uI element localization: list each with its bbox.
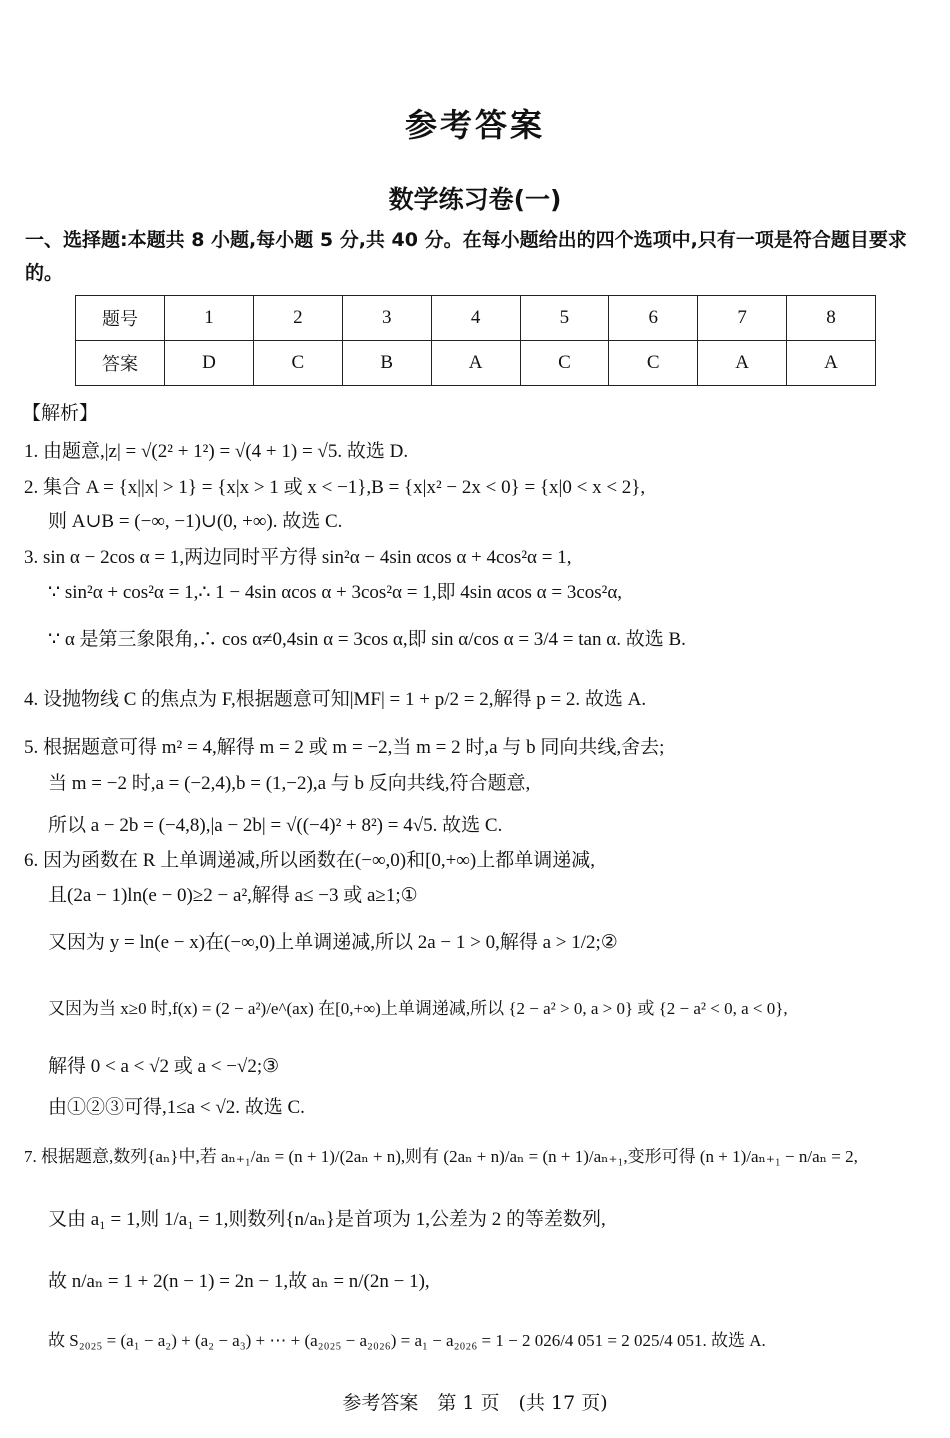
solution-2-line-2: 则 A∪B = (−∞, −1)∪(0, +∞). 故选 C. — [48, 511, 343, 532]
answer-cell: D — [165, 341, 254, 386]
solution-7-line-3: 故 n/aₙ = 1 + 2(n − 1) = 2n − 1,故 aₙ = n/(2n − 1), — [48, 1271, 430, 1292]
solution-6-line-3: 又因为 y = ln(e − x)在(−∞,0)上单调递减,所以 2a − 1 > 0,解得 a > 1/2;② — [48, 932, 618, 953]
answer-cell: A — [698, 341, 787, 386]
question-number: 7 — [698, 296, 787, 341]
solution-7-line-4: 故 S₂₀₂₅ = (a₁ − a₂) + (a₂ − a₃) + ⋯ + (a₂₀₂₅ − a₂₀₂₆) = a₁ − a₂₀₂₆ = 1 − 2 026/4 051 = 2 025/4 051. 故选 A. — [48, 1331, 766, 1350]
solution-4: 4. 设抛物线 C 的焦点为 F,根据题意可知|MF| = 1 + p/2 = 2,解得 p = 2. 故选 A. — [24, 689, 647, 710]
answer-cell: B — [342, 341, 431, 386]
solution-6-line-6: 由①②③可得,1≤a < √2. 故选 C. — [48, 1097, 305, 1118]
answer-row — [76, 341, 876, 386]
answer-table — [75, 295, 876, 386]
solution-2-line-1: 2. 集合 A = {x||x| > 1} = {x|x > 1 或 x < −1},B = {x|x² − 2x < 0} = {x|0 < x < 2}, — [24, 477, 646, 498]
solution-1: 1. 由题意,|z| = √(2² + 1²) = √(4 + 1) = √5. 故选 D. — [24, 441, 409, 462]
solution-5-line-1: 5. 根据题意可得 m² = 4,解得 m = 2 或 m = −2,当 m = 2 时,a 与 b 同向共线,舍去; — [24, 737, 665, 758]
page-footer: 参考答案 第 1 页 (共 17 页) — [342, 1392, 608, 1414]
answer-cell: A — [787, 341, 876, 386]
answer-cell: C — [520, 341, 609, 386]
solution-6-line-2: 且(2a − 1)ln(e − 0)≥2 − a²,解得 a≤ −3 或 a≥1;① — [48, 885, 418, 906]
question-number: 2 — [253, 296, 342, 341]
question-number: 4 — [431, 296, 520, 341]
question-number: 6 — [609, 296, 698, 341]
solution-7-line-2: 又由 a₁ = 1,则 1/a₁ = 1,则数列{n/aₙ}是首项为 1,公差为 2 的等差数列, — [48, 1209, 606, 1230]
solution-6-line-4: 又因为当 x≥0 时,f(x) = (2 − a²)/e^(ax) 在[0,+∞)上单调递减,所以 {2 − a² > 0, a > 0} 或 {2 − a² < 0, a < 0}, — [48, 999, 788, 1018]
row-label-answer: 答案 — [76, 341, 165, 386]
question-number-row — [76, 296, 876, 341]
analysis-tag: 【解析】 — [22, 402, 99, 424]
question-number: 1 — [165, 296, 254, 341]
row-label-number: 题号 — [76, 296, 165, 341]
solution-3-line-3: ∵ α 是第三象限角,∴ cos α≠0,4sin α = 3cos α,即 sin α/cos α = 3/4 = tan α. 故选 B. — [48, 629, 686, 650]
question-number: 5 — [520, 296, 609, 341]
section-heading: 一、选择题:本题共 8 小题,每小题 5 分,共 40 分。在每小题给出的四个选项中,只有一项是符合题目要求的。 — [25, 229, 907, 284]
answer-cell: C — [609, 341, 698, 386]
solution-6-line-5: 解得 0 < a < √2 或 a < −√2;③ — [48, 1056, 280, 1077]
question-number: 8 — [787, 296, 876, 341]
page-title: 参考答案 — [404, 106, 545, 144]
solution-5-line-3: 所以 a − 2b = (−4,8),|a − 2b| = √((−4)² + 8²) = 4√5. 故选 C. — [48, 815, 503, 836]
solution-3-line-2: ∵ sin²α + cos²α = 1,∴ 1 − 4sin αcos α + 3cos²α = 1,即 4sin αcos α = 3cos²α, — [48, 582, 623, 603]
solution-7-line-1: 7. 根据题意,数列{aₙ}中,若 aₙ₊₁/aₙ = (n + 1)/(2aₙ + n),则有 (2aₙ + n)/aₙ = (n + 1)/aₙ₊₁,变形可得 (n + 1)/aₙ₊₁ − n/aₙ = 2, — [24, 1147, 858, 1166]
solution-3-line-1: 3. sin α − 2cos α = 1,两边同时平方得 sin²α − 4sin αcos α + 4cos²α = 1, — [24, 547, 572, 568]
answer-cell: A — [431, 341, 520, 386]
question-number: 3 — [342, 296, 431, 341]
answer-cell: C — [253, 341, 342, 386]
exam-subtitle: 数学练习卷(一) — [388, 185, 562, 214]
solution-5-line-2: 当 m = −2 时,a = (−2,4),b = (1,−2),a 与 b 反向共线,符合题意, — [48, 773, 531, 794]
solution-6-line-1: 6. 因为函数在 R 上单调递减,所以函数在(−∞,0)和[0,+∞)上都单调递减, — [24, 850, 596, 871]
